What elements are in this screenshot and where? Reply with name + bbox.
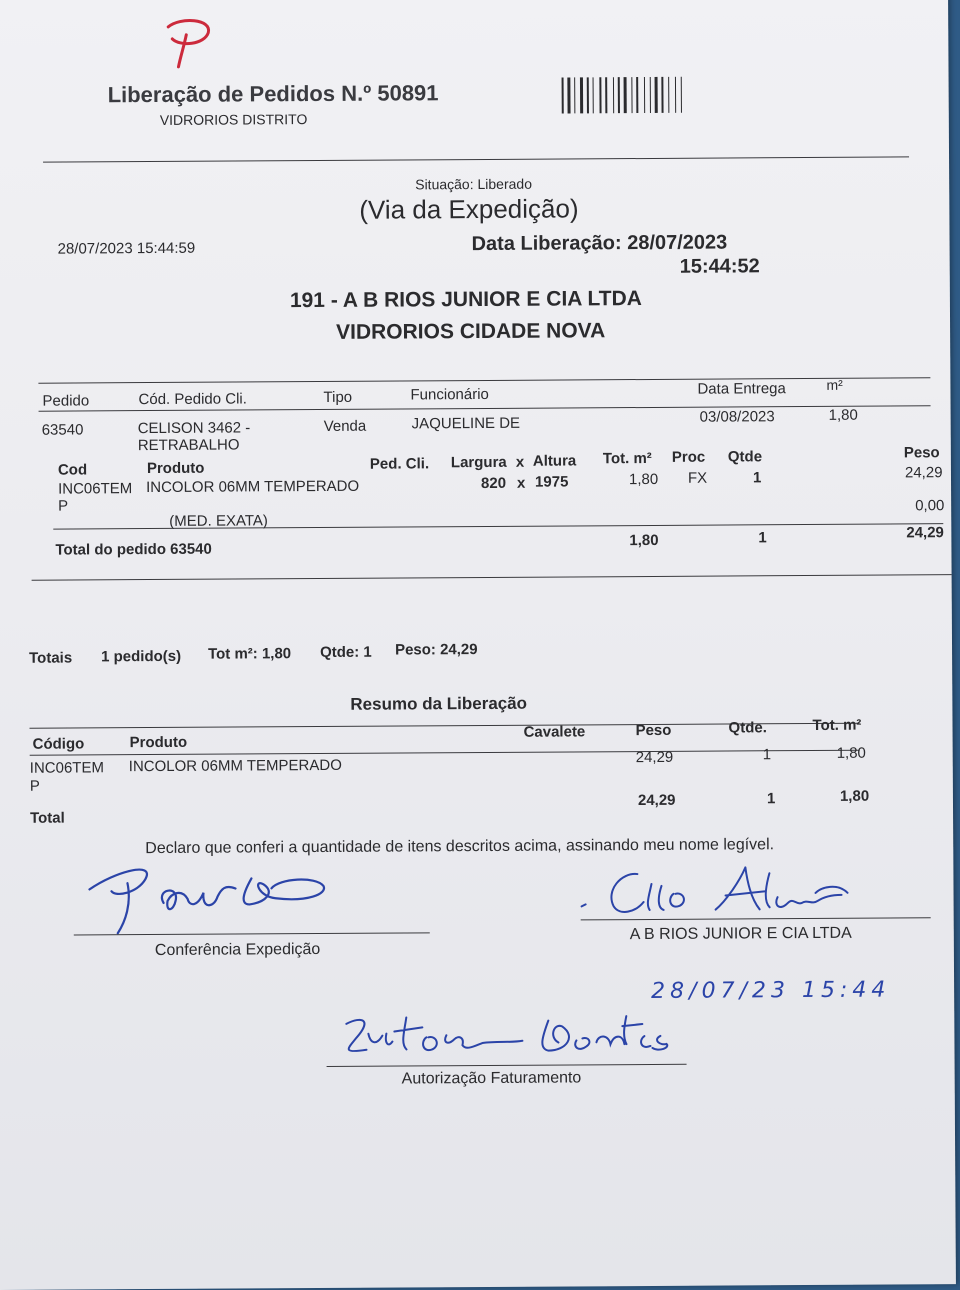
summary-tot-m2: 1,80 [836,744,866,762]
item-col-x: x [515,453,525,471]
summary-qtde: 1 [762,746,772,764]
item-cod-1: INC06TEM [57,480,133,498]
handwritten-date: 28/07/23 15:44 [651,977,891,1004]
item-col-largura: Largura [450,453,507,472]
barcode [562,77,712,118]
summary-col-qtde: Qtde. [728,719,767,737]
totals-pedidos: 1 pedido(s) [101,647,182,666]
via-label: (Via da Expedição) [359,193,579,225]
order-pedido: 63540 [41,421,84,439]
conferencia-signature [75,848,356,940]
barcode-bar [650,77,651,113]
order-table-top-line [38,377,930,383]
item-altura: 1975 [534,473,569,491]
order-cod-cli-2: RETRABALHO [137,436,240,455]
autorizacao-label: Autorização Faturamento [401,1069,582,1088]
summary-total-peso: 24,29 [637,791,676,810]
item-cod-2: P [58,497,69,515]
item-col-proc: Proc [671,448,706,466]
col-data-entrega: Data Entrega [697,380,786,398]
barcode-bar [613,77,614,113]
item-col-peso: Peso [903,444,940,462]
item-peso: 24,29 [904,464,943,482]
barcode-bar [661,77,663,113]
summary-codigo-2: P [29,777,40,795]
status-text: Situação: Liberado [415,175,533,193]
title-divider [43,156,909,162]
barcode-bar [644,77,645,113]
printed-timestamp: 28/07/2023 15:44:59 [57,239,196,258]
release-date: Data Liberação: 28/07/2023 [471,231,728,256]
order-bottom-line [32,574,952,581]
item-col-produto: Produto [146,459,205,478]
barcode-bar [587,77,589,113]
order-data-entrega: 03/08/2023 [699,408,775,426]
item-largura: 820 [480,474,507,493]
summary-col-produto: Produto [129,733,188,752]
barcode-bar [567,77,570,113]
summary-col-tot-m2: Tot. m² [812,716,862,734]
summary-total-qtde: 1 [766,790,776,808]
item-col-cod: Cod [57,461,88,479]
summary-title: Resumo da Liberação [350,693,528,714]
summary-total-m2: 1,80 [839,787,870,805]
handwritten-p-mark [150,9,220,69]
item-col-tot-m2: Tot. m² [602,449,652,468]
col-tipo: Tipo [323,388,353,406]
item-tot-m2: 1,80 [628,470,659,489]
barcode-bar [668,77,669,113]
order-cod-cli-1: CELISON 3462 - [137,419,251,438]
client-signature [575,853,875,925]
item-col-altura: Altura [532,452,577,470]
order-total-peso: 24,29 [906,524,944,542]
autorizacao-signature [326,996,686,1068]
barcode-bar [599,77,601,113]
barcode-bar [655,77,658,113]
summary-produto: INCOLOR 06MM TEMPERADO [128,756,342,776]
summary-peso: 24,29 [635,748,674,767]
item-col-qtde: Qtde [727,448,763,466]
totals-qtde: Qtde: 1 [320,643,372,661]
barcode-bar [624,77,627,113]
client-name: 191 - A B RIOS JUNIOR E CIA LTDA [289,287,642,313]
barcode-bar [562,77,564,113]
order-total-label: Total do pedido 63540 [55,540,212,559]
item-x: x [516,474,526,492]
order-total-qtde: 1 [758,529,767,547]
col-m2: m² [826,376,843,393]
conferencia-label: Conferência Expedição [154,941,321,960]
release-time: 15:44:52 [679,255,760,278]
col-cod-cli: Cód. Pedido Cli. [138,390,247,409]
item-col-ped-cli: Ped. Cli. [369,455,430,473]
order-funcionario: JAQUELINE DE [411,414,521,433]
order-total-m2: 1,80 [629,531,659,550]
col-pedido: Pedido [42,392,90,410]
totals-m2: Tot m²: 1,80 [208,645,292,663]
summary-col-peso: Peso [635,721,672,740]
barcode-bar [675,77,676,113]
barcode-bar [593,77,594,113]
item-produto: INCOLOR 06MM TEMPERADO [145,477,360,497]
summary-total-label: Total [30,809,65,827]
summary-col-codigo: Código [32,735,85,753]
totals-label: Totais [29,649,73,667]
barcode-bar [618,77,620,113]
client-branch: VIDRORIOS CIDADE NOVA [336,319,606,344]
barcode-bar [574,77,575,113]
declaration-text: Declaro que conferi a quantidade de itens descritos acima, assinando meu nome legível. [145,836,775,858]
totals-peso: Peso: 24,29 [394,641,478,659]
barcode-bar [681,77,682,113]
barcode-bar [631,77,632,113]
item-extra-value: 0,00 [915,497,945,515]
item-note: (MED. EXATA) [169,512,268,530]
barcode-bar [636,77,638,113]
item-proc: FX [687,469,708,487]
barcode-bar [605,77,607,113]
company-name: VIDRORIOS DISTRITO [159,111,308,128]
order-tipo: Venda [323,417,367,435]
item-qtde: 1 [752,469,762,487]
client-label: A B RIOS JUNIOR E CIA LTDA [629,924,852,944]
col-funcionario: Funcionário [410,385,489,404]
summary-col-cavalete: Cavalete [523,723,586,741]
barcode-bar [580,77,583,113]
order-m2: 1,80 [828,406,858,424]
summary-codigo-1: INC06TEM [29,759,104,777]
document-title: Liberação de Pedidos N.º 50891 [107,80,439,108]
